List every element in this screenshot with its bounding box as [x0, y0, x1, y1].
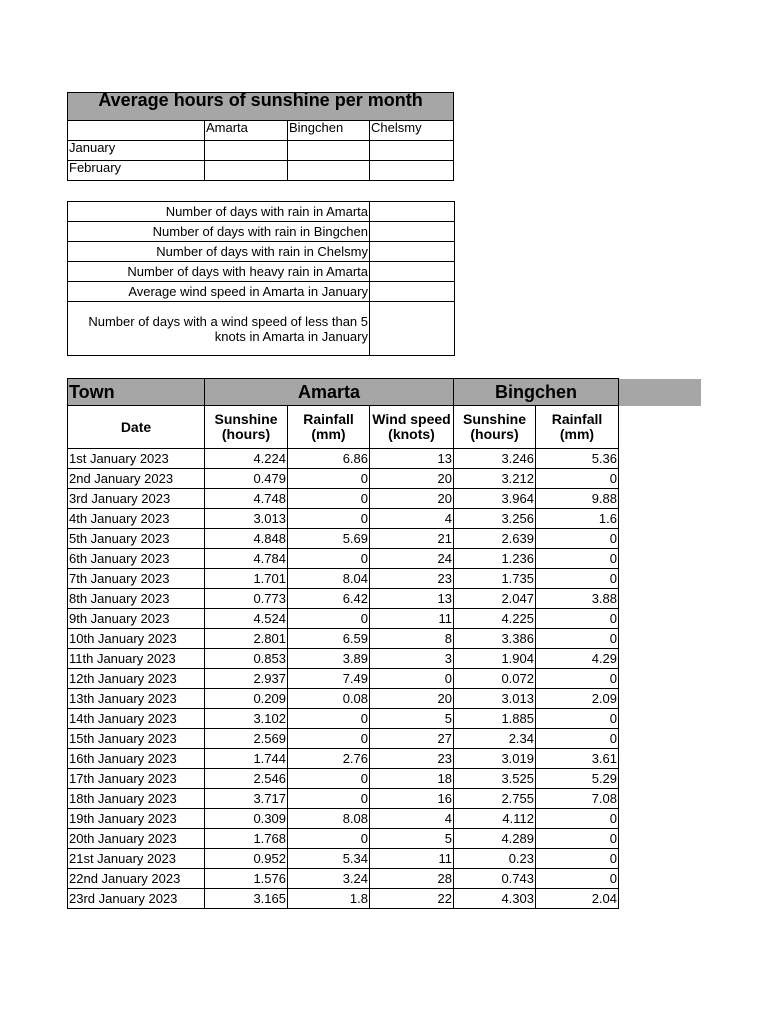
table-row: [68, 769, 702, 789]
sunshine-amarta-cell[interactable]: 1.576: [205, 869, 288, 889]
sunshine-bingchen-cell[interactable]: 1.236: [454, 549, 536, 569]
wind-header-amarta[interactable]: Wind speed (knots): [370, 406, 454, 449]
wind-amarta-cell[interactable]: 22: [370, 889, 454, 909]
sunshine-bingchen-cell[interactable]: 3.964: [454, 489, 536, 509]
sunshine-amarta-cell[interactable]: 0.773: [205, 589, 288, 609]
sunshine-bingchen-cell[interactable]: 3.386: [454, 629, 536, 649]
rainfall-amarta-cell[interactable]: 7.49: [288, 669, 370, 689]
rainfall-amarta-cell[interactable]: 5.69: [288, 529, 370, 549]
wind-amarta-cell[interactable]: 27: [370, 729, 454, 749]
wind-amarta-cell[interactable]: 24: [370, 549, 454, 569]
sunshine-header-amarta[interactable]: Sunshine (hours): [205, 406, 288, 449]
empty-cell: [619, 669, 702, 689]
date-cell[interactable]: 10th January 2023: [68, 629, 205, 649]
wind-amarta-cell[interactable]: 13: [370, 449, 454, 469]
table-row: [68, 689, 702, 709]
question-heavy-rain-amarta[interactable]: Number of days with heavy rain in Amarta: [68, 262, 370, 282]
sunshine-bingchen-cell[interactable]: 3.256: [454, 509, 536, 529]
empty-cell: [619, 789, 702, 809]
month-label-february[interactable]: February: [68, 161, 205, 181]
question-rain-bingchen[interactable]: Number of days with rain in Bingchen: [68, 222, 370, 242]
empty-cell: [619, 809, 702, 829]
rainfall-amarta-cell[interactable]: 0: [288, 709, 370, 729]
question-low-wind-amarta[interactable]: Number of days with a wind speed of less than 5 knots in Amarta in January: [68, 302, 370, 356]
rainfall-bingchen-cell[interactable]: 0: [536, 609, 619, 629]
rainfall-bingchen-cell[interactable]: 5.36: [536, 449, 619, 469]
wind-amarta-cell[interactable]: 18: [370, 769, 454, 789]
empty-cell: [619, 609, 702, 629]
wind-amarta-cell[interactable]: 4: [370, 809, 454, 829]
answer-cell[interactable]: [370, 302, 455, 356]
date-cell[interactable]: 18th January 2023: [68, 789, 205, 809]
date-cell[interactable]: 20th January 2023: [68, 829, 205, 849]
rainfall-bingchen-cell[interactable]: 7.08: [536, 789, 619, 809]
sunshine-bingchen-cell[interactable]: 0.743: [454, 869, 536, 889]
rainfall-header-amarta[interactable]: Rainfall (mm): [288, 406, 370, 449]
sunshine-bingchen-cell[interactable]: 2.639: [454, 529, 536, 549]
blank-cell[interactable]: [68, 121, 205, 141]
weather-data-table: [67, 378, 702, 909]
table-row: [68, 889, 702, 909]
sunshine-table-title: Average hours of sunshine per month: [68, 93, 454, 121]
sunshine-amarta-cell[interactable]: 2.937: [205, 669, 288, 689]
answer-cell[interactable]: [370, 202, 455, 222]
sunshine-bingchen-cell[interactable]: 4.303: [454, 889, 536, 909]
sunshine-amarta-cell[interactable]: 3.165: [205, 889, 288, 909]
table-row: [68, 749, 702, 769]
table-row: [68, 509, 702, 529]
sunshine-amarta-cell[interactable]: 1.701: [205, 569, 288, 589]
answer-cell[interactable]: [370, 242, 455, 262]
rainfall-amarta-cell[interactable]: 0: [288, 769, 370, 789]
table-row: [68, 669, 702, 689]
date-cell[interactable]: 13th January 2023: [68, 689, 205, 709]
wind-amarta-cell[interactable]: 5: [370, 709, 454, 729]
empty-cell: [619, 529, 702, 549]
sunshine-bingchen-cell[interactable]: 2.047: [454, 589, 536, 609]
rainfall-amarta-cell[interactable]: 0: [288, 489, 370, 509]
empty-cell: [619, 589, 702, 609]
date-cell[interactable]: 5th January 2023: [68, 529, 205, 549]
date-cell[interactable]: 3rd January 2023: [68, 489, 205, 509]
rainfall-bingchen-cell[interactable]: 0: [536, 529, 619, 549]
empty-cell: [619, 869, 702, 889]
table-row: [68, 829, 702, 849]
sunshine-bingchen-cell[interactable]: 4.289: [454, 829, 536, 849]
wind-amarta-cell[interactable]: 8: [370, 629, 454, 649]
rainfall-amarta-cell[interactable]: 3.24: [288, 869, 370, 889]
sunshine-bingchen-cell[interactable]: 3.246: [454, 449, 536, 469]
rainfall-bingchen-cell[interactable]: 0: [536, 669, 619, 689]
wind-amarta-cell[interactable]: 20: [370, 469, 454, 489]
rainfall-bingchen-cell[interactable]: 5.29: [536, 769, 619, 789]
answer-cell[interactable]: [370, 262, 455, 282]
table-row: [68, 789, 702, 809]
questions-table: [67, 201, 455, 356]
date-cell[interactable]: 9th January 2023: [68, 609, 205, 629]
rainfall-bingchen-cell[interactable]: 0: [536, 829, 619, 849]
wind-amarta-cell[interactable]: 21: [370, 529, 454, 549]
date-cell[interactable]: 8th January 2023: [68, 589, 205, 609]
empty-cell: [619, 569, 702, 589]
rainfall-bingchen-cell[interactable]: 2.09: [536, 689, 619, 709]
rainfall-bingchen-cell[interactable]: 0: [536, 809, 619, 829]
date-cell[interactable]: 19th January 2023: [68, 809, 205, 829]
sunshine-bingchen-cell[interactable]: 4.112: [454, 809, 536, 829]
rainfall-amarta-cell[interactable]: 0: [288, 789, 370, 809]
sunshine-bingchen-cell[interactable]: 3.212: [454, 469, 536, 489]
month-label-january[interactable]: January: [68, 141, 205, 161]
town-name-bingchen[interactable]: Bingchen: [454, 379, 619, 406]
date-cell[interactable]: 7th January 2023: [68, 569, 205, 589]
rainfall-bingchen-cell[interactable]: 1.6: [536, 509, 619, 529]
sunshine-input-cell[interactable]: [370, 161, 454, 181]
sunshine-input-cell[interactable]: [205, 141, 288, 161]
empty-cell: [619, 469, 702, 489]
table-row: [68, 589, 702, 609]
sunshine-input-cell[interactable]: [288, 161, 370, 181]
sunshine-amarta-cell[interactable]: 2.569: [205, 729, 288, 749]
rainfall-amarta-cell[interactable]: 0: [288, 469, 370, 489]
date-cell[interactable]: 6th January 2023: [68, 549, 205, 569]
table-row: [68, 649, 702, 669]
wind-amarta-cell[interactable]: 0: [370, 669, 454, 689]
empty-cell: [619, 769, 702, 789]
date-cell[interactable]: 17th January 2023: [68, 769, 205, 789]
date-cell[interactable]: 22nd January 2023: [68, 869, 205, 889]
rainfall-header-bingchen[interactable]: Rainfall (mm): [536, 406, 619, 449]
sunshine-input-cell[interactable]: [288, 141, 370, 161]
sunshine-input-cell[interactable]: [370, 141, 454, 161]
header-fill-cell: [619, 379, 702, 406]
table-row: [68, 709, 702, 729]
answer-cell[interactable]: [370, 222, 455, 242]
town-header-amarta[interactable]: Amarta: [205, 121, 288, 141]
wind-amarta-cell[interactable]: 13: [370, 589, 454, 609]
table-row: [68, 529, 702, 549]
sunshine-amarta-cell[interactable]: 0.853: [205, 649, 288, 669]
empty-cell: [619, 729, 702, 749]
wind-amarta-cell[interactable]: 23: [370, 569, 454, 589]
rainfall-amarta-cell[interactable]: 0: [288, 609, 370, 629]
sunshine-bingchen-cell[interactable]: 1.904: [454, 649, 536, 669]
rainfall-amarta-cell[interactable]: 0: [288, 829, 370, 849]
rainfall-bingchen-cell[interactable]: 3.88: [536, 589, 619, 609]
town-label[interactable]: Town: [68, 379, 205, 406]
wind-amarta-cell[interactable]: 4: [370, 509, 454, 529]
empty-cell: [619, 649, 702, 669]
table-row: [68, 469, 702, 489]
wind-amarta-cell[interactable]: 11: [370, 609, 454, 629]
wind-amarta-cell[interactable]: 20: [370, 489, 454, 509]
rainfall-bingchen-cell[interactable]: 0: [536, 869, 619, 889]
sunshine-amarta-cell[interactable]: 0.309: [205, 809, 288, 829]
empty-cell: [619, 709, 702, 729]
date-cell[interactable]: 4th January 2023: [68, 509, 205, 529]
rainfall-bingchen-cell[interactable]: 2.04: [536, 889, 619, 909]
wind-amarta-cell[interactable]: 28: [370, 869, 454, 889]
date-cell[interactable]: 12th January 2023: [68, 669, 205, 689]
sunshine-bingchen-cell[interactable]: 3.019: [454, 749, 536, 769]
sunshine-bingchen-cell[interactable]: 2.755: [454, 789, 536, 809]
question-rain-chelsmy[interactable]: Number of days with rain in Chelsmy: [68, 242, 370, 262]
sunshine-amarta-cell[interactable]: 1.768: [205, 829, 288, 849]
sunshine-bingchen-cell[interactable]: 2.34: [454, 729, 536, 749]
table-row: [68, 869, 702, 889]
date-cell[interactable]: 2nd January 2023: [68, 469, 205, 489]
date-cell[interactable]: 14th January 2023: [68, 709, 205, 729]
rainfall-bingchen-cell[interactable]: 0: [536, 629, 619, 649]
rainfall-bingchen-cell[interactable]: 9.88: [536, 489, 619, 509]
empty-cell: [619, 509, 702, 529]
sunshine-summary-table: [67, 92, 454, 181]
date-header[interactable]: Date: [68, 406, 205, 449]
table-row: [68, 609, 702, 629]
rainfall-bingchen-cell[interactable]: 0: [536, 569, 619, 589]
sunshine-amarta-cell[interactable]: 1.744: [205, 749, 288, 769]
wind-amarta-cell[interactable]: 16: [370, 789, 454, 809]
date-cell[interactable]: 21st January 2023: [68, 849, 205, 869]
empty-cell: [619, 829, 702, 849]
rainfall-amarta-cell[interactable]: 6.59: [288, 629, 370, 649]
rainfall-amarta-cell[interactable]: 8.04: [288, 569, 370, 589]
table-row: [68, 809, 702, 829]
sunshine-amarta-cell[interactable]: 2.546: [205, 769, 288, 789]
rainfall-amarta-cell[interactable]: 8.08: [288, 809, 370, 829]
rainfall-bingchen-cell[interactable]: 0: [536, 469, 619, 489]
sunshine-bingchen-cell[interactable]: 3.525: [454, 769, 536, 789]
empty-cell: [619, 629, 702, 649]
wind-amarta-cell[interactable]: 23: [370, 749, 454, 769]
rainfall-amarta-cell[interactable]: 0.08: [288, 689, 370, 709]
wind-amarta-cell[interactable]: 5: [370, 829, 454, 849]
town-header-bingchen[interactable]: Bingchen: [288, 121, 370, 141]
data-rows: [68, 449, 702, 909]
empty-cell: [619, 749, 702, 769]
rainfall-amarta-cell[interactable]: 5.34: [288, 849, 370, 869]
sunshine-amarta-cell[interactable]: 0.479: [205, 469, 288, 489]
table-row: [68, 729, 702, 749]
wind-amarta-cell[interactable]: 11: [370, 849, 454, 869]
date-cell[interactable]: 16th January 2023: [68, 749, 205, 769]
sunshine-bingchen-cell[interactable]: 1.885: [454, 709, 536, 729]
sunshine-input-cell[interactable]: [205, 161, 288, 181]
table-row: [68, 549, 702, 569]
sunshine-amarta-cell[interactable]: 0.952: [205, 849, 288, 869]
empty-cell: [619, 889, 702, 909]
table-row: [68, 629, 702, 649]
town-name-amarta[interactable]: Amarta: [205, 379, 454, 406]
sunshine-amarta-cell[interactable]: 4.748: [205, 489, 288, 509]
table-row: [68, 489, 702, 509]
rainfall-amarta-cell[interactable]: 6.86: [288, 449, 370, 469]
rainfall-amarta-cell[interactable]: 2.76: [288, 749, 370, 769]
sunshine-amarta-cell[interactable]: 3.102: [205, 709, 288, 729]
date-cell[interactable]: 1st January 2023: [68, 449, 205, 469]
sunshine-amarta-cell[interactable]: 0.209: [205, 689, 288, 709]
rainfall-bingchen-cell[interactable]: 0: [536, 849, 619, 869]
table-row: [68, 449, 702, 469]
question-avg-wind-amarta[interactable]: Average wind speed in Amarta in January: [68, 282, 370, 302]
rainfall-amarta-cell[interactable]: 0: [288, 729, 370, 749]
sunshine-bingchen-cell[interactable]: 1.735: [454, 569, 536, 589]
empty-cell: [619, 449, 702, 469]
rainfall-bingchen-cell[interactable]: 4.29: [536, 649, 619, 669]
date-cell[interactable]: 23rd January 2023: [68, 889, 205, 909]
date-cell[interactable]: 11th January 2023: [68, 649, 205, 669]
sunshine-amarta-cell[interactable]: 3.013: [205, 509, 288, 529]
sunshine-amarta-cell[interactable]: 3.717: [205, 789, 288, 809]
table-row: [68, 569, 702, 589]
sunshine-amarta-cell[interactable]: 4.524: [205, 609, 288, 629]
sunshine-amarta-cell[interactable]: 4.784: [205, 549, 288, 569]
empty-cell: [619, 406, 702, 449]
empty-cell: [619, 849, 702, 869]
sunshine-amarta-cell[interactable]: 4.224: [205, 449, 288, 469]
sunshine-amarta-cell[interactable]: 4.848: [205, 529, 288, 549]
sunshine-bingchen-cell[interactable]: 3.013: [454, 689, 536, 709]
sunshine-bingchen-cell[interactable]: 0.072: [454, 669, 536, 689]
sunshine-bingchen-cell[interactable]: 4.225: [454, 609, 536, 629]
empty-cell: [619, 689, 702, 709]
empty-cell: [619, 549, 702, 569]
sunshine-header-bingchen[interactable]: Sunshine (hours): [454, 406, 536, 449]
table-row: [68, 849, 702, 869]
empty-cell: [619, 489, 702, 509]
town-header-chelsmy[interactable]: Chelsmy: [370, 121, 454, 141]
rainfall-amarta-cell[interactable]: 3.89: [288, 649, 370, 669]
rainfall-bingchen-cell[interactable]: 0: [536, 709, 619, 729]
rainfall-amarta-cell[interactable]: 0: [288, 549, 370, 569]
rainfall-bingchen-cell[interactable]: 3.61: [536, 749, 619, 769]
rainfall-bingchen-cell[interactable]: 0: [536, 729, 619, 749]
rainfall-amarta-cell[interactable]: 1.8: [288, 889, 370, 909]
date-cell[interactable]: 15th January 2023: [68, 729, 205, 749]
sunshine-amarta-cell[interactable]: 2.801: [205, 629, 288, 649]
wind-amarta-cell[interactable]: 3: [370, 649, 454, 669]
wind-amarta-cell[interactable]: 20: [370, 689, 454, 709]
rainfall-amarta-cell[interactable]: 6.42: [288, 589, 370, 609]
rainfall-bingchen-cell[interactable]: 0: [536, 549, 619, 569]
rainfall-amarta-cell[interactable]: 0: [288, 509, 370, 529]
question-rain-amarta[interactable]: Number of days with rain in Amarta: [68, 202, 370, 222]
answer-cell[interactable]: [370, 282, 455, 302]
sunshine-bingchen-cell[interactable]: 0.23: [454, 849, 536, 869]
